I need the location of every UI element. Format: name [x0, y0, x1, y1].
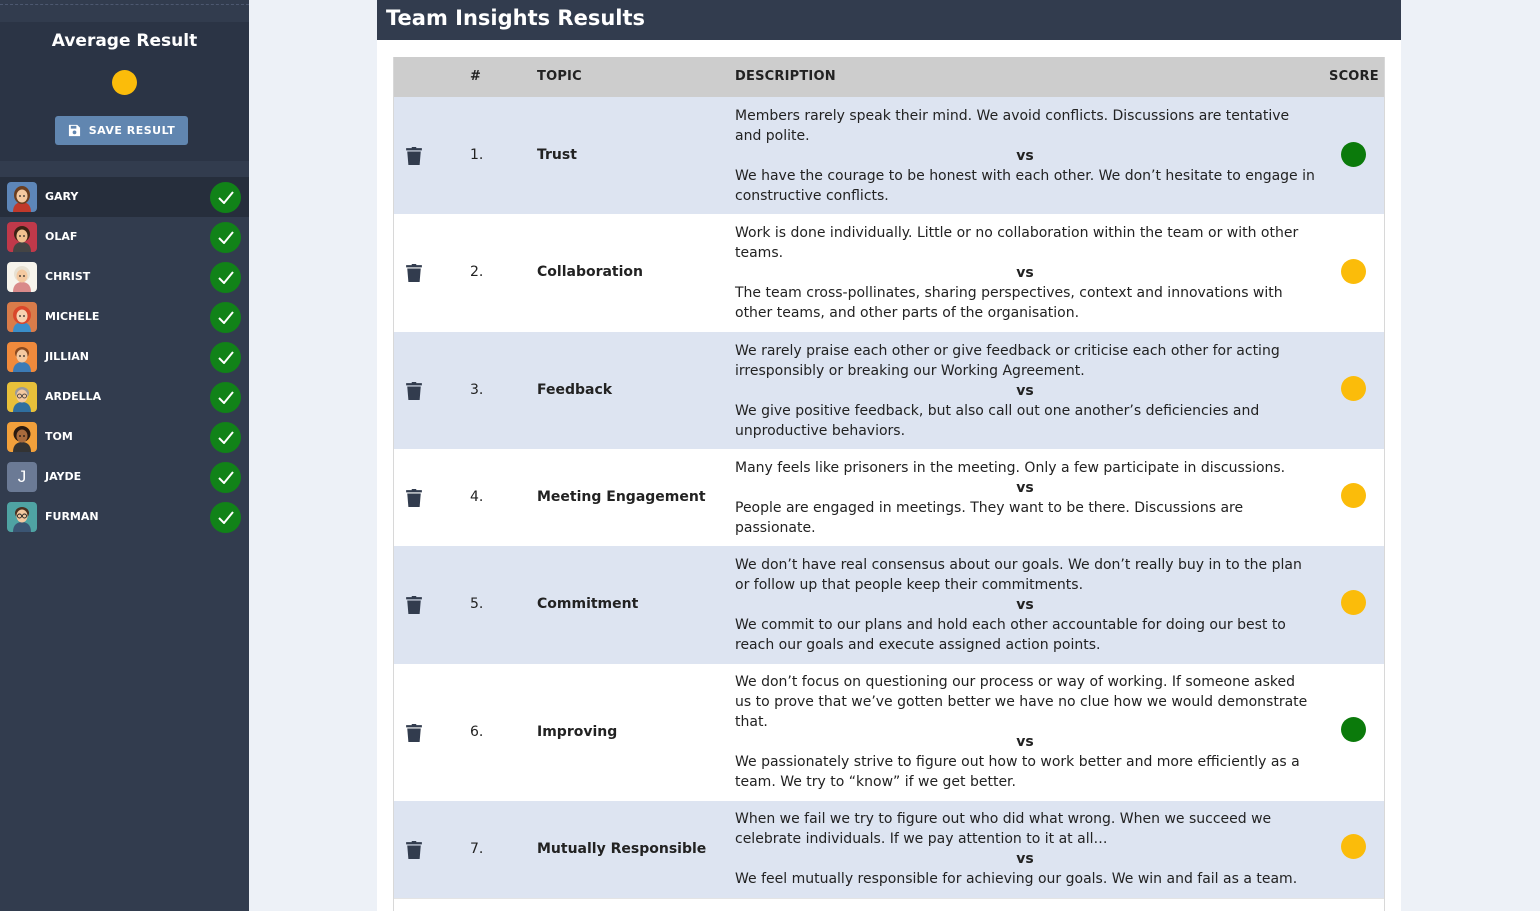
member-name: ARDELLA	[45, 390, 102, 403]
check-icon	[210, 302, 241, 333]
description-negative: Many feels like prisoners in the meeting. Only a few participate in discussions.	[735, 460, 1286, 476]
member-item-christ[interactable]	[0, 257, 249, 297]
floppy-disk-icon	[68, 124, 81, 137]
description-negative: We don’t focus on questioning our process or way of working. If someone asked us to prove that we’ve gotten better we have no clue how we would demonstrate that.	[735, 674, 1308, 730]
check-icon	[210, 262, 241, 293]
vs-label: vs	[1016, 148, 1034, 164]
member-name: GARY	[45, 190, 79, 203]
check-icon	[210, 342, 241, 373]
vs-label: vs	[1016, 734, 1034, 750]
avatar	[7, 262, 37, 292]
table-row	[394, 664, 1385, 801]
table-row	[394, 214, 1385, 332]
score-indicator	[1341, 834, 1366, 859]
member-item-jayde[interactable]	[0, 457, 249, 497]
column-header-score: SCORE	[1329, 69, 1379, 84]
average-result-panel	[0, 22, 249, 161]
row-topic: Meeting Engagement	[537, 489, 706, 505]
page-header	[377, 0, 1401, 40]
row-description	[735, 809, 1315, 889]
avatar	[7, 382, 37, 412]
member-item-olaf[interactable]	[0, 217, 249, 257]
vs-label: vs	[1016, 851, 1034, 867]
score-indicator	[1341, 590, 1366, 615]
description-positive: We feel mutually responsible for achieving our goals. We win and fail as a team.	[735, 871, 1298, 887]
table-row	[394, 332, 1385, 449]
row-description	[735, 223, 1315, 323]
check-icon	[210, 222, 241, 253]
row-topic: Feedback	[537, 382, 613, 398]
trash-icon[interactable]	[406, 724, 422, 742]
description-negative: We rarely praise each other or give feedback or criticise each other for acting irresponsibly or breaking our Working Agreement.	[735, 343, 1280, 379]
row-description	[735, 341, 1315, 441]
member-name: FURMAN	[45, 510, 99, 523]
avatar	[7, 422, 37, 452]
member-item-jillian[interactable]	[0, 337, 249, 377]
save-result-label: SAVE RESULT	[88, 124, 176, 137]
row-topic: Commitment	[537, 596, 639, 612]
row-description	[735, 672, 1315, 792]
check-icon	[210, 422, 241, 453]
row-topic: Improving	[537, 724, 618, 740]
save-result-button[interactable]	[55, 116, 188, 145]
table-row	[394, 449, 1385, 546]
vs-label: vs	[1016, 597, 1034, 613]
member-item-tom[interactable]	[0, 417, 249, 457]
member-name: TOM	[45, 430, 73, 443]
avatar	[7, 222, 37, 252]
avatar-initial: J	[17, 467, 27, 486]
column-header-number: #	[470, 69, 482, 84]
average-result-indicator	[112, 70, 137, 95]
avatar	[7, 182, 37, 212]
column-header-topic: TOPIC	[537, 69, 582, 84]
row-number: 5.	[470, 596, 484, 612]
sidebar	[0, 0, 249, 911]
member-name: MICHELE	[45, 310, 100, 323]
member-item-furman[interactable]	[0, 497, 249, 537]
avatar	[7, 462, 37, 492]
row-description	[735, 555, 1315, 655]
row-number: 1.	[470, 147, 484, 163]
page-title: Team Insights Results	[386, 6, 646, 30]
score-indicator	[1341, 376, 1366, 401]
score-indicator	[1341, 142, 1366, 167]
check-icon	[210, 462, 241, 493]
avatar	[7, 302, 37, 332]
score-indicator	[1341, 259, 1366, 284]
description-positive: We passionately strive to figure out how to work better and more efficiently as a team. We try to “know” if we get better.	[735, 754, 1300, 790]
description-positive: People are engaged in meetings. They want to be there. Discussions are passionate.	[735, 500, 1244, 536]
description-positive: We have the courage to be honest with each other. We don’t hesitate to engage in constructive conflicts.	[735, 168, 1315, 204]
trash-icon[interactable]	[406, 489, 422, 507]
row-topic: Trust	[537, 147, 577, 163]
check-icon	[210, 382, 241, 413]
sidebar-divider	[0, 4, 249, 5]
row-topic: Mutually Responsible	[537, 841, 707, 857]
results-table	[393, 57, 1385, 911]
member-name: OLAF	[45, 230, 78, 243]
vs-label: vs	[1016, 265, 1034, 281]
main-content	[377, 0, 1401, 911]
row-number: 7.	[470, 841, 484, 857]
row-description	[735, 106, 1315, 206]
trash-icon[interactable]	[406, 596, 422, 614]
member-name: JAYDE	[45, 470, 82, 483]
score-indicator	[1341, 717, 1366, 742]
table-row	[394, 97, 1385, 214]
description-positive: We commit to our plans and hold each other accountable for doing our best to reach our goals and execute assigned action points.	[735, 617, 1286, 653]
member-item-ardella[interactable]	[0, 377, 249, 417]
row-number: 4.	[470, 489, 484, 505]
member-name: CHRIST	[45, 270, 91, 283]
trash-icon[interactable]	[406, 147, 422, 165]
description-positive: We give positive feedback, but also call out one another’s deficiencies and unproductive behaviors.	[735, 403, 1260, 439]
description-negative: Work is done individually. Little or no collaboration within the team or with other teams.	[735, 225, 1299, 261]
description-negative: We don’t have real consensus about our goals. We don’t really buy in to the plan or follow up that people keep their commitments.	[735, 557, 1302, 593]
row-number: 3.	[470, 382, 484, 398]
row-number: 2.	[470, 264, 484, 280]
score-indicator	[1341, 483, 1366, 508]
trash-icon[interactable]	[406, 382, 422, 400]
row-topic: Collaboration	[537, 264, 644, 280]
table-row	[394, 546, 1385, 664]
column-header-description: DESCRIPTION	[735, 69, 836, 84]
trash-icon[interactable]	[406, 264, 422, 282]
description-negative: Members rarely speak their mind. We avoid conflicts. Discussions are tentative and polite.	[735, 108, 1290, 144]
row-description	[735, 458, 1315, 538]
member-name: JILLIAN	[45, 350, 90, 363]
avatar	[7, 342, 37, 372]
check-icon	[210, 502, 241, 533]
member-list	[0, 177, 249, 537]
avatar	[7, 502, 37, 532]
row-number: 6.	[470, 724, 484, 740]
table-row	[394, 898, 1385, 911]
check-icon	[210, 182, 241, 213]
average-result-title: Average Result	[51, 31, 198, 51]
description-negative: When we fail we try to figure out who did what wrong. When we succeed we celebrate individuals. If we pay attention to it at all…	[735, 811, 1272, 847]
table-row	[394, 801, 1385, 898]
trash-icon[interactable]	[406, 841, 422, 859]
vs-label: vs	[1016, 383, 1034, 399]
table-header	[394, 57, 1385, 97]
vs-label: vs	[1016, 480, 1034, 496]
member-item-michele[interactable]	[0, 297, 249, 337]
member-item-gary[interactable]	[0, 177, 249, 217]
description-positive: The team cross-pollinates, sharing perspectives, context and innovations with other teams, and other parts of the organisation.	[735, 285, 1283, 321]
